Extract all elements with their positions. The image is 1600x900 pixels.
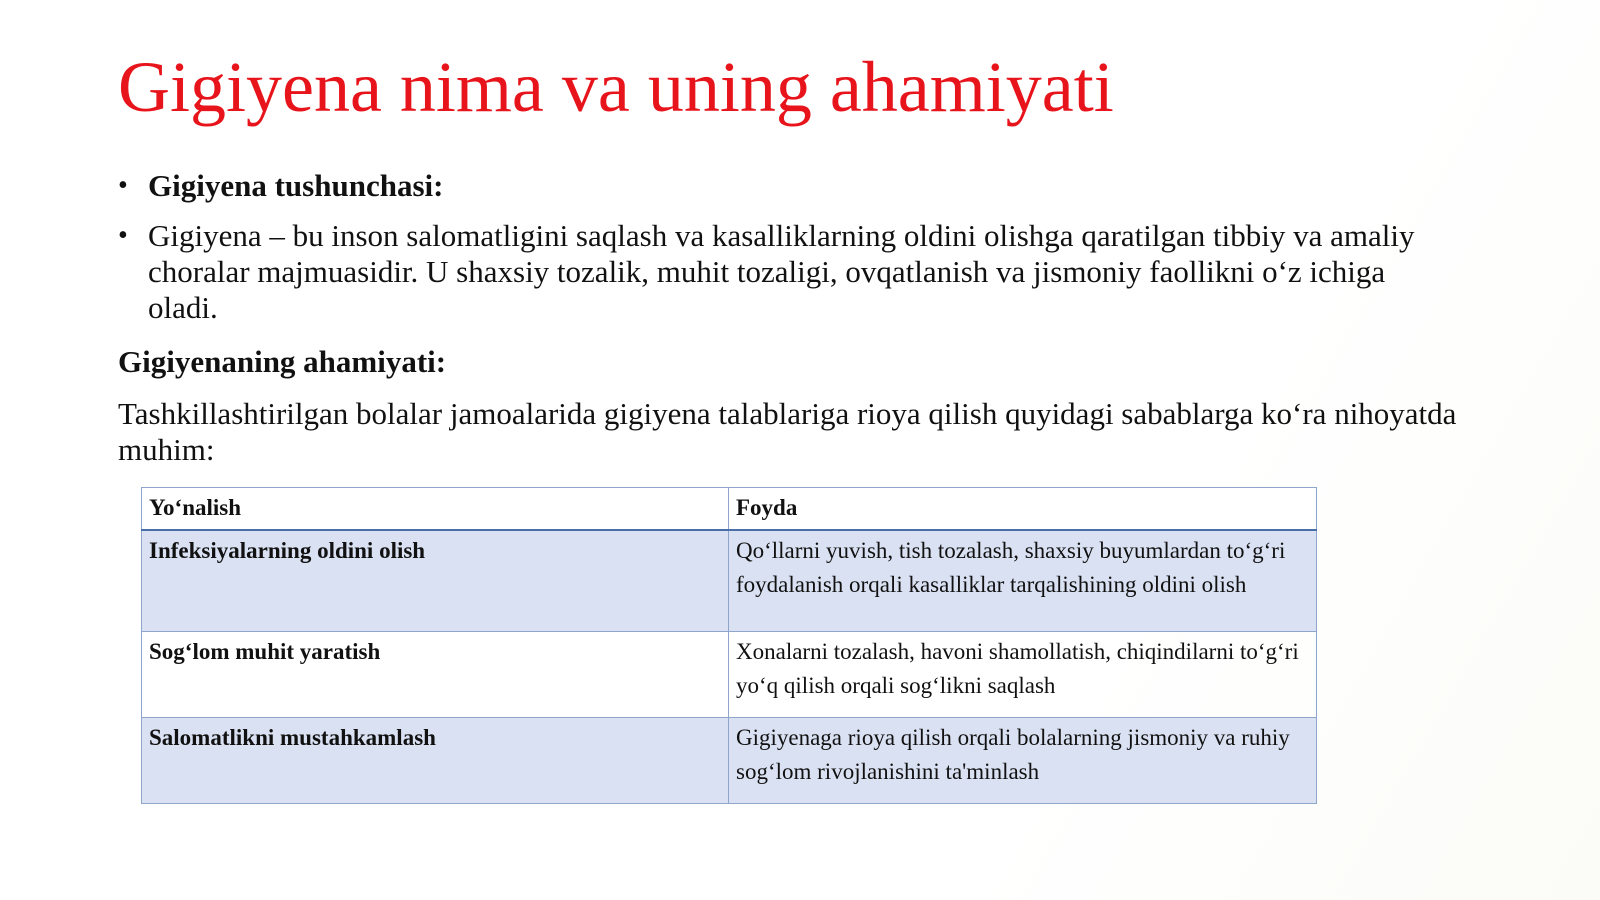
table-header-benefit: Foyda — [729, 488, 1317, 531]
table-cell-direction: Salomatlikni mustahkamlash — [142, 718, 729, 804]
table-cell-benefit: Gigiyenaga rioya qilish orqali bolalarning jismoniy va ruhiy sog‘lom rivojlanishini ta'minlash — [729, 718, 1317, 804]
table-row — [142, 632, 1317, 718]
table-cell-direction: Infeksiyalarning oldini olish — [142, 530, 729, 632]
table-cell-benefit: Xonalarni tozalash, havoni shamollatish, chiqindilarni to‘g‘ri yo‘q qilish orqali sog‘likni saqlash — [729, 632, 1317, 718]
table-row — [142, 530, 1317, 632]
bullet-item-concept — [118, 168, 1438, 204]
bullet-text: Gigiyena – bu inson salomatligini saqlash va kasalliklarning oldini olishga qaratilgan tibbiy va amaliy choralar majmuasidir. U shaxsiy tozalik, muhit tozaligi, ovqatlanish va jismoniy faollikni o‘z ichiga oladi. — [148, 218, 1415, 325]
table-header-row — [142, 488, 1317, 531]
bullet-text: Gigiyena tushunchasi: — [148, 168, 444, 203]
bullet-icon: • — [118, 220, 128, 251]
table-header-direction: Yo‘nalish — [142, 488, 729, 531]
section-heading: Gigiyenaning ahamiyati: — [118, 344, 447, 379]
table-cell-direction: Sog‘lom muhit yaratish — [142, 632, 729, 718]
importance-table — [141, 487, 1317, 804]
bullet-icon: • — [118, 170, 128, 201]
bullet-list — [118, 168, 1438, 340]
intro-paragraph: Tashkillashtirilgan bolalar jamoalarida gigiyena talablariga rioya qilish quyidagi sabablarga ko‘ra nihoyatda muhim: — [118, 396, 1457, 467]
bullet-item-definition — [118, 218, 1438, 326]
table-row — [142, 718, 1317, 804]
slide-title: Gigiyena nima va uning ahamiyati — [118, 47, 1114, 127]
table-cell-benefit: Qo‘llarni yuvish, tish tozalash, shaxsiy buyumlardan to‘g‘ri foydalanish orqali kasalliklar tarqalishining oldini olish — [729, 530, 1317, 632]
